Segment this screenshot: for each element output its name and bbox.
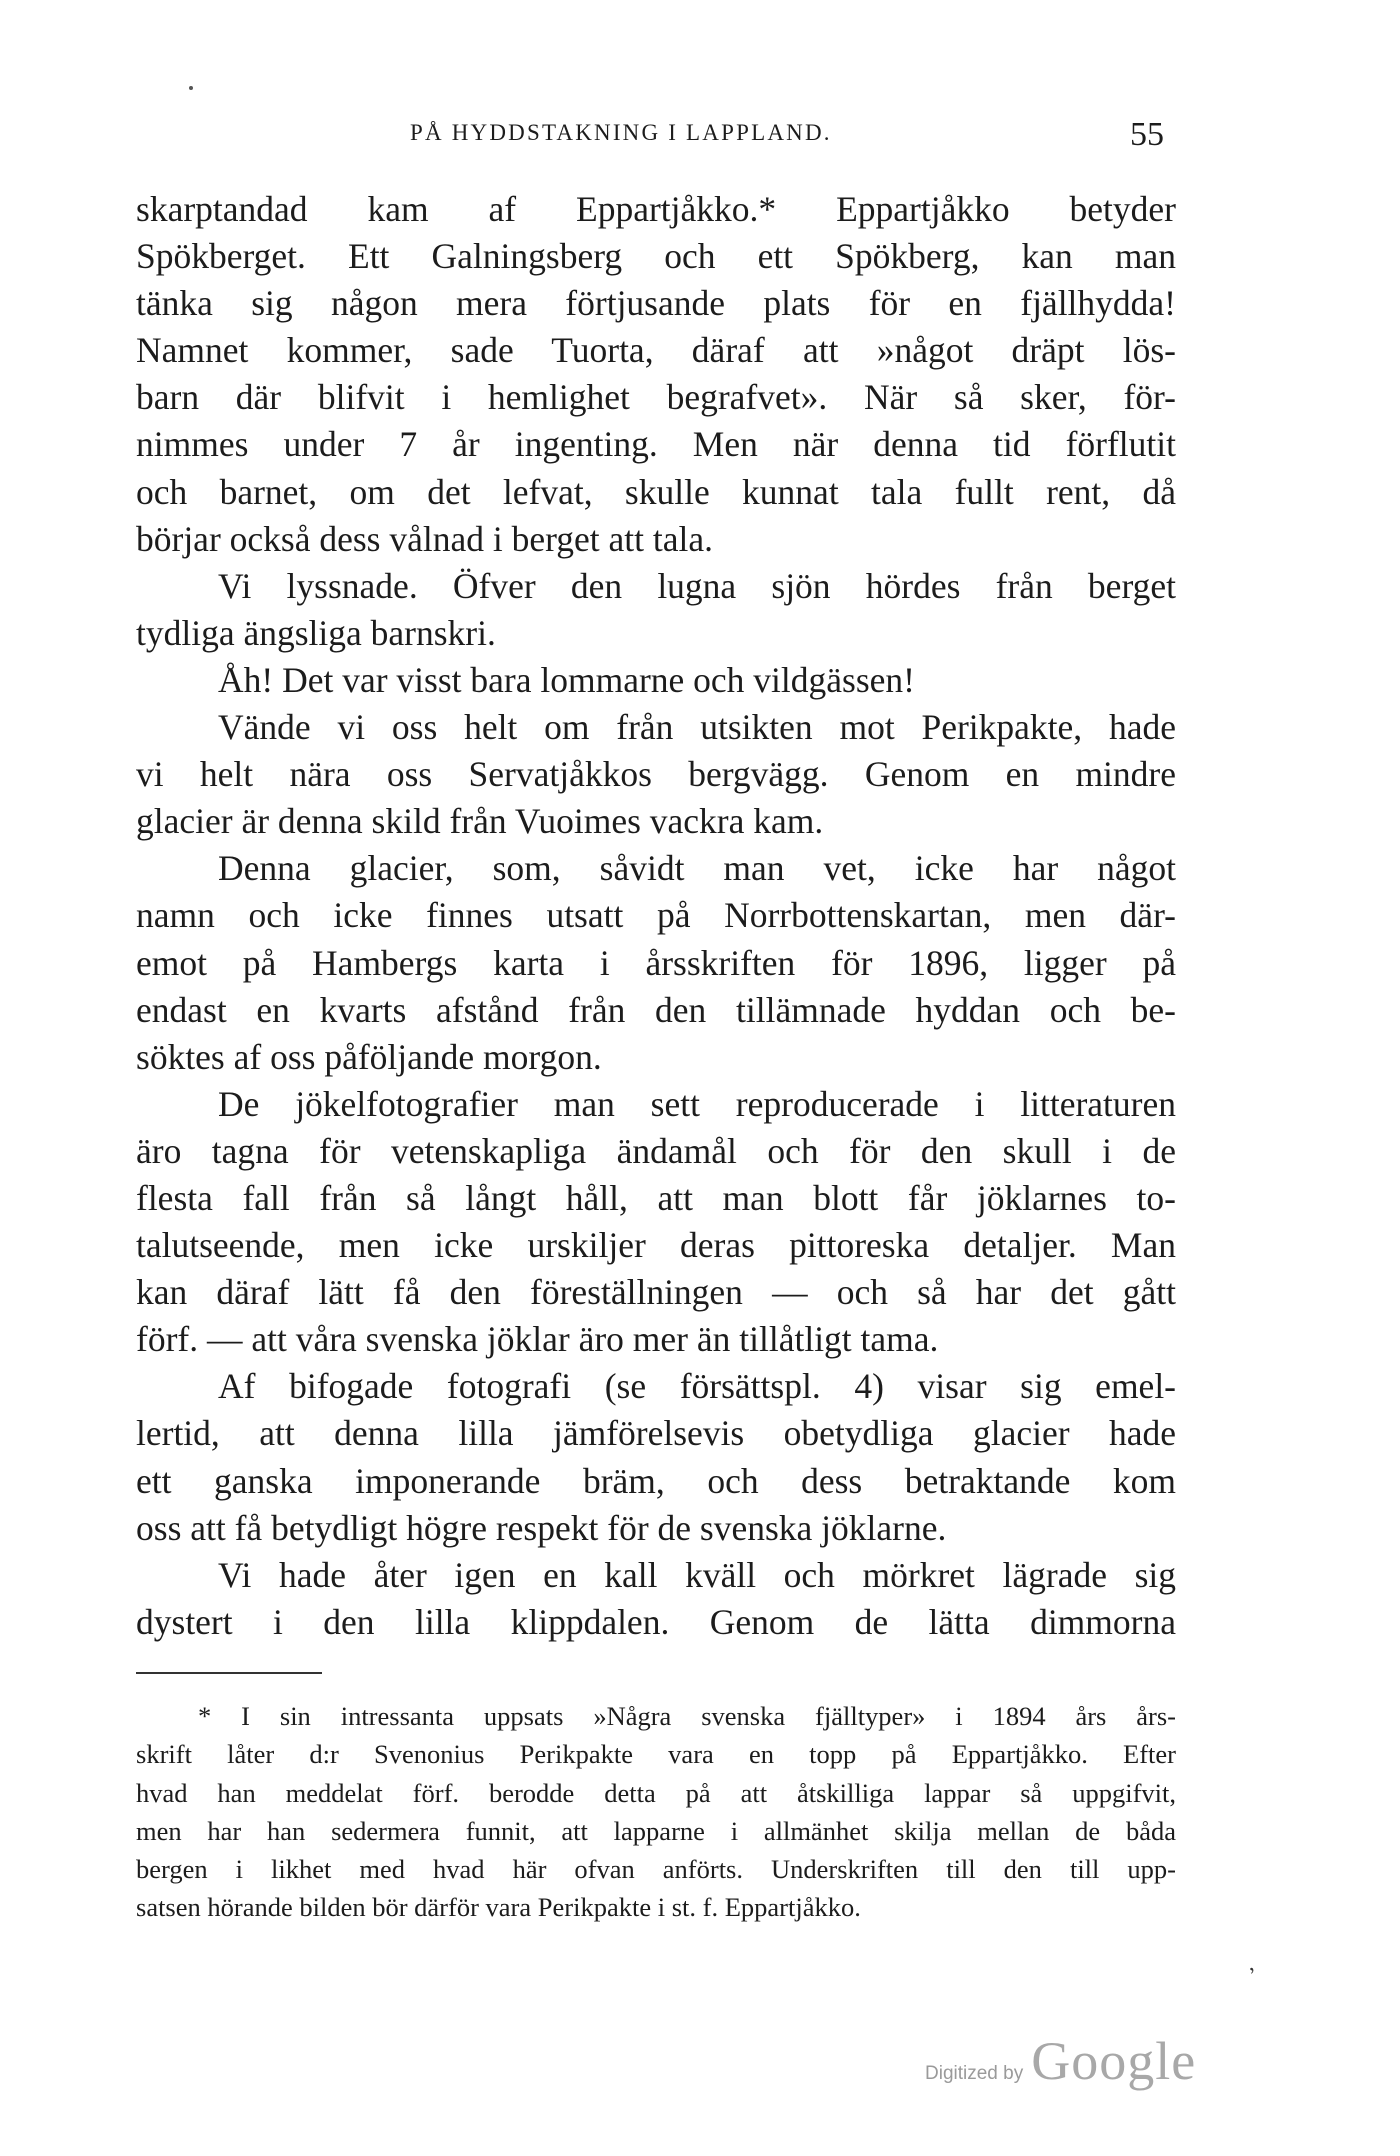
- footnote-line: * I sin intressanta uppsats »Några svenska fjälltyper» i 1894 års års-: [198, 1701, 1176, 1731]
- text-line: Åh! Det var visst bara lommarne och vildgässen!: [218, 659, 915, 700]
- digitized-by-text: Digitized by: [925, 2063, 1024, 2084]
- text-line: Spökberget. Ett Galningsberg och ett Spökberg, kan man: [136, 236, 1176, 277]
- text-line: söktes af oss påföljande morgon.: [136, 1036, 602, 1077]
- text-line: Namnet kommer, sade Tuorta, däraf att »något dräpt lös-: [136, 330, 1176, 371]
- text-line: kan däraf lätt få den föreställningen — och så har det gått: [136, 1272, 1176, 1313]
- text-line: barn där blifvit i hemlighet begrafvet». När så sker, för-: [136, 377, 1176, 418]
- text-line: förf. — att våra svenska jöklar äro mer än tillåtligt tama.: [136, 1319, 939, 1360]
- footnote-rule: [136, 1672, 322, 1674]
- text-line: tydliga ängsliga barnskri.: [136, 612, 496, 653]
- text-line: nimmes under 7 år ingenting. Men när denna tid förflutit: [136, 424, 1176, 465]
- text-line: dystert i den lilla klippdalen. Genom de lätta dimmorna: [136, 1601, 1176, 1642]
- text-line: och barnet, om det lefvat, skulle kunnat tala fullt rent, då: [136, 471, 1176, 512]
- running-title: PÅ HYDDSTAKNING I LAPPLAND.: [410, 120, 832, 145]
- pencil-mark: ʼ: [1245, 1961, 1262, 1988]
- text-line: vi helt nära oss Servatjåkkos bergvägg. Genom en mindre: [136, 754, 1176, 795]
- text-line: Vi lyssnade. Öfver den lugna sjön hördes från berget: [218, 565, 1176, 606]
- text-line: börjar också dess vålnad i berget att tala.: [136, 518, 713, 559]
- footnote-line: bergen i likhet med hvad här ofvan anförts. Underskriften till den till upp-: [136, 1854, 1176, 1885]
- running-head: [0, 116, 1400, 156]
- text-line: namn och icke finnes utsatt på Norrbottenskartan, men där-: [136, 895, 1176, 936]
- text-line: Denna glacier, som, såvidt man vet, icke har något: [218, 848, 1176, 889]
- body-text: [136, 186, 1176, 1646]
- text-line: glacier är denna skild från Vuoimes vackra kam.: [136, 801, 824, 842]
- text-line: lertid, att denna lilla jämförelsevis obetydliga glacier hade: [136, 1413, 1176, 1454]
- footnote: [136, 1697, 1176, 1927]
- footnote-line: skrift låter d:r Svenonius Perikpakte vara en topp på Eppartjåkko. Efter: [136, 1739, 1176, 1770]
- text-line: talutseende, men icke urskiljer deras pittoreska detaljer. Man: [136, 1225, 1176, 1266]
- text-line: Vände vi oss helt om från utsikten mot Perikpakte, hade: [218, 707, 1176, 748]
- google-logo: Google: [1031, 2031, 1197, 2091]
- footnote-line: hvad han meddelat förf. berodde detta på att åtskilliga lappar så uppgifvit,: [136, 1777, 1176, 1808]
- text-line: skarptandad kam af Eppartjåkko.* Eppartjåkko betyder: [136, 189, 1176, 229]
- text-line: Vi hade åter igen en kall kväll och mörkret lägrade sig: [218, 1554, 1176, 1595]
- text-line: flesta fall från så långt håll, att man blott får jöklarnes to-: [136, 1177, 1176, 1218]
- footnote-line: satsen hörande bilden bör därför vara Perikpakte i st. f. Eppartjåkko.: [136, 1892, 861, 1923]
- text-line: ett ganska imponerande bräm, och dess betraktande kom: [136, 1460, 1176, 1501]
- text-line: äro tagna för vetenskapliga ändamål och för den skull i de: [136, 1130, 1176, 1171]
- text-line: tänka sig någon mera förtjusande plats för en fjällhydda!: [136, 283, 1176, 324]
- text-line: emot på Hambergs karta i årsskriften för 1896, ligger på: [136, 942, 1176, 983]
- ink-speck: [189, 86, 193, 90]
- text-line: oss att få betydligt högre respekt för de svenska jöklarne.: [136, 1507, 947, 1548]
- text-line: endast en kvarts afstånd från den tillämnade hyddan och be-: [136, 989, 1176, 1030]
- text-line: De jökelfotografier man sett reproducerade i litteraturen: [218, 1083, 1176, 1124]
- digitized-watermark: [925, 2030, 1196, 2090]
- footnote-line: men har han sedermera funnit, att lapparne i allmänhet skilja mellan de båda: [136, 1815, 1176, 1846]
- page-number: 55: [1130, 116, 1164, 153]
- text-line: Af bifogade fotografi (se försättspl. 4) visar sig emel-: [218, 1366, 1176, 1407]
